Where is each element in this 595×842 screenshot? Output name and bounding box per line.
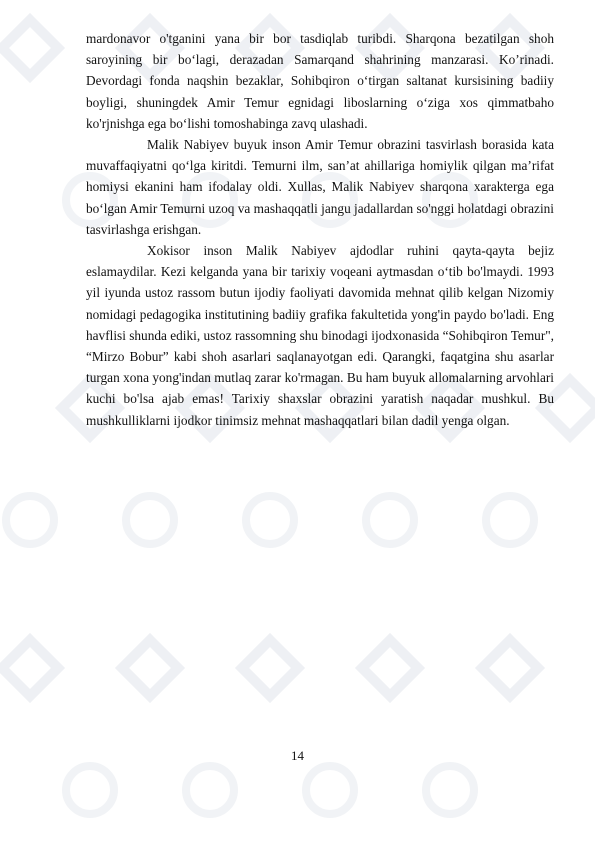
paragraph-3: Xokisor inson Malik Nabiyev ajdodlar ruhini qayta-qayta bejiz eslamaydilar. Kezi kelganda yana bir tarixiy voqeani aytmasdan o‘tib bo'lmaydi. 1993 yil iyunda ustoz rassom butun ijodiy faoliyati davomida mehnat qilib kelgan Nizomiy nomidagi pedagogika institutining badiiy grafika fakultetida yong'in paydo bo'ladi. Eng havflisi shunda ediki, ustoz rassomning shu binodagi ijodxonasida “Sohibqiron Temur", “Mirzo Bobur” kabi shoh asarlari saqlanayotgan edi. Qarangki, faqatgina shu asarlar turgan xona yong'indan mutlaq zarar ko'rmagan. Bu ham buyuk allomalarning arvohlari kuchi bo'lsa ajab emas! Tarixiy shaxslar obrazini yaratish naqadar mushkul. Bu mushkulliklarni ijodkor tinimsiz mehnat mashaqqatlari bilan dadil yenga olgan. [86, 243, 554, 428]
document-body [86, 28, 554, 431]
page-number: 14 [291, 748, 304, 763]
paragraph-2: Malik Nabiyev buyuk inson Amir Temur obrazini tasvirlash borasida kata muvaffaqiyatni qo‘lga kiritdi. Temurni ilm, san’at ahillariga homiylik qilgan ma’rifat homiysi ekanini ham ifodalay oldi. Xullas, Malik Nabiyev sharqona xarakterga ega bo‘lgan Amir Temurni uzoq va mashaqqatli jangu jadallardan so'nggi holatdagi obrazini tasvirlashga erishgan. [86, 137, 554, 237]
paragraph-1: mardonavor o'tganini yana bir bor tasdiqlab turibdi. Sharqona bezatilgan shoh saroyining bir bo‘lagi, derazadan Samarqand shahrining manzarasi. Ko’rinadi. Devordagi fonda naqshin bezaklar, Sohibqiron o‘tirgan saltanat kursisining badiiy boyligi, shuningdek Amir Temur egnidagi liboslarning o‘ziga xos qimmatbaho ko'rjnishga ega bo‘lishi tomoshabinga zavq ulashadi. [86, 31, 554, 131]
